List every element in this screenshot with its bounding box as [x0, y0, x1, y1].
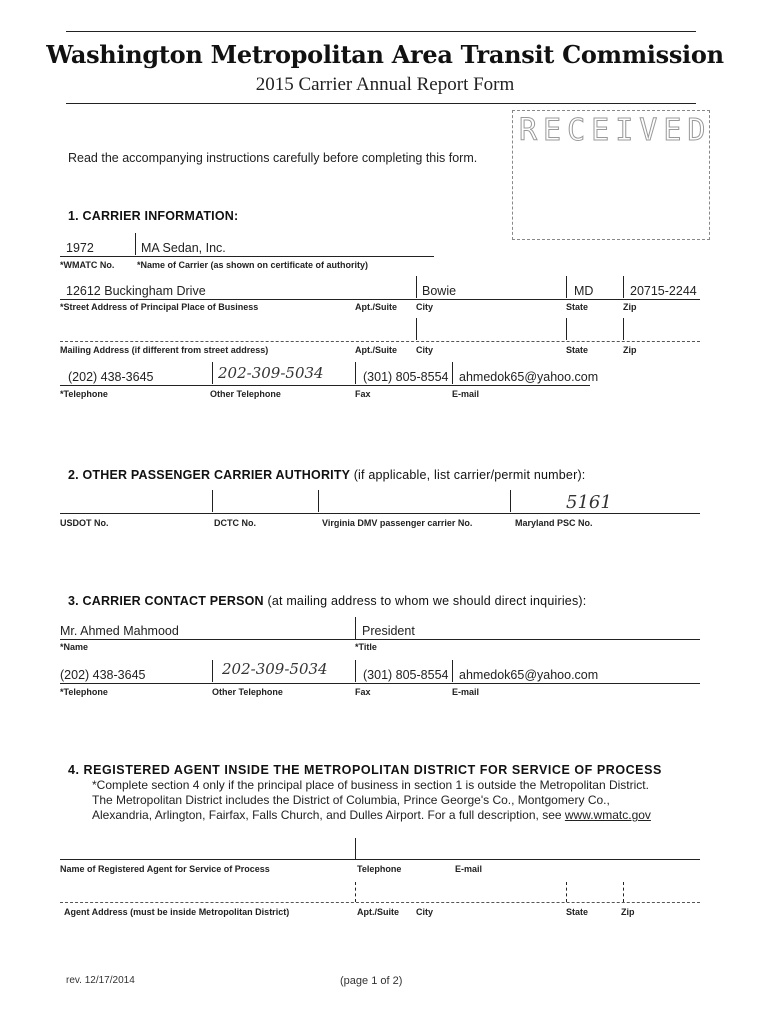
contact-fax-label: Fax [355, 687, 371, 697]
agent-name-label: Name of Registered Agent for Service of Process [60, 864, 270, 874]
contact-email-value[interactable]: ahmedok65@yahoo.com [459, 668, 599, 682]
page-title: Washington Metropolitan Area Transit Commission [46, 40, 724, 69]
section3-heading-text: 3. CARRIER CONTACT PERSON [68, 594, 264, 608]
agent-name-field[interactable] [60, 859, 700, 860]
apt-suite-label: Apt./Suite [355, 345, 397, 355]
field-divider [355, 362, 356, 384]
agent-city-label: City [416, 907, 434, 917]
field-divider [510, 490, 511, 512]
section3-heading [68, 594, 586, 608]
field-divider [355, 838, 356, 860]
telephone-label: *Telephone [60, 389, 108, 399]
contact-title-value[interactable]: President [362, 624, 415, 638]
section2-heading-text: 2. OTHER PASSENGER CARRIER AUTHORITY [68, 468, 350, 482]
other-telephone-label: Other Telephone [210, 389, 281, 399]
agent-address-label: Agent Address (must be inside Metropolitan District) [64, 907, 290, 917]
received-stamp-text: RECEIVED [519, 113, 712, 148]
section1-heading: 1. CARRIER INFORMATION: [68, 209, 239, 223]
mailing-address-label: Mailing Address (if different from street address) [60, 345, 269, 355]
field-divider [566, 318, 567, 340]
field-divider [416, 276, 417, 298]
contact-email-label: E-mail [452, 687, 480, 697]
field-divider [452, 362, 453, 384]
revision-date: rev. 12/17/2014 [66, 975, 135, 986]
zip-value[interactable]: 20715-2244 [630, 284, 697, 298]
field-divider [566, 276, 567, 298]
section4-note-line1: *Complete section 4 only if the principal place of business in section 1 is outside the Metropolitan District. [92, 778, 649, 792]
field-divider [355, 617, 356, 639]
field-divider [452, 660, 453, 682]
agent-state-label: State [566, 907, 589, 917]
instructions-text: Read the accompanying instructions carefully before completing this form. [68, 151, 478, 165]
state-label: State [566, 302, 589, 312]
state-value[interactable]: MD [574, 284, 594, 298]
row-rule [60, 639, 700, 640]
row-rule [60, 256, 434, 257]
wmatc-number-label: *WMATC No. [60, 260, 115, 270]
contact-name-label: *Name [60, 642, 89, 652]
mailing-address-field[interactable] [60, 341, 700, 342]
usdot-label: USDOT No. [60, 518, 109, 528]
other-telephone-handwritten[interactable]: 202-309-5034 [218, 364, 324, 382]
carrier-name-value[interactable]: MA Sedan, Inc. [141, 241, 226, 255]
maryland-psc-label: Maryland PSC No. [515, 518, 593, 528]
zip-label: Zip [623, 345, 637, 355]
street-address-label: *Street Address of Principal Place of Business [60, 302, 259, 312]
field-divider [566, 882, 567, 902]
page-subtitle: 2015 Carrier Annual Report Form [255, 74, 515, 95]
city-label: City [416, 302, 434, 312]
top-rule [66, 31, 696, 32]
email-value[interactable]: ahmedok65@yahoo.com [459, 370, 599, 384]
section2-heading [68, 468, 585, 482]
fax-label: Fax [355, 389, 371, 399]
contact-name-value[interactable]: Mr. Ahmed Mahmood [60, 624, 179, 638]
fax-value[interactable]: (301) 805-8554 [363, 370, 449, 384]
carrier-name-label: *Name of Carrier (as shown on certificate of authority) [137, 260, 369, 270]
agent-apt-suite-label: Apt./Suite [357, 907, 399, 917]
agent-zip-label: Zip [621, 907, 635, 917]
contact-other-telephone-handwritten[interactable]: 202-309-5034 [222, 660, 328, 678]
agent-email-label: E-mail [455, 864, 483, 874]
city-label: City [416, 345, 434, 355]
contact-other-telephone-label: Other Telephone [212, 687, 283, 697]
field-divider [416, 318, 417, 340]
contact-telephone-label: *Telephone [60, 687, 108, 697]
received-stamp [512, 110, 710, 240]
field-divider [318, 490, 319, 512]
field-divider [212, 490, 213, 512]
contact-fax-value[interactable]: (301) 805-8554 [363, 668, 449, 682]
virginia-dmv-label: Virginia DMV passenger carrier No. [322, 518, 473, 528]
section2-heading-note: (if applicable, list carrier/permit number): [353, 468, 586, 482]
section4-heading: 4. REGISTERED AGENT INSIDE THE METROPOLITAN DISTRICT FOR SERVICE OF PROCESS [68, 763, 662, 777]
state-label: State [566, 345, 589, 355]
agent-address-field[interactable] [60, 902, 700, 903]
field-divider [212, 660, 213, 682]
email-label: E-mail [452, 389, 480, 399]
row-rule [60, 385, 590, 386]
zip-label: Zip [623, 302, 637, 312]
field-divider [623, 276, 624, 298]
maryland-psc-handwritten[interactable]: 5161 [566, 492, 612, 513]
city-value[interactable]: Bowie [422, 284, 457, 298]
field-divider [212, 362, 213, 384]
section4-note-line3-text: Alexandria, Arlington, Fairfax, Falls Church, and Dulles Airport. For a full description, see [92, 808, 562, 822]
field-divider [623, 882, 624, 902]
street-address-value[interactable]: 12612 Buckingham Drive [66, 284, 206, 298]
section4-note-line3 [92, 808, 698, 823]
apt-suite-label: Apt./Suite [355, 302, 397, 312]
contact-title-label: *Title [355, 642, 377, 652]
row-rule [60, 513, 700, 514]
field-divider [355, 660, 356, 682]
header-rule [66, 103, 696, 104]
page-number: (page 1 of 2) [340, 975, 403, 987]
row-rule [60, 299, 700, 300]
section4-note-line2: The Metropolitan District includes the District of Columbia, Prince George's Co., Montgomery Co., [92, 793, 610, 807]
agent-telephone-label: Telephone [357, 864, 402, 874]
row-rule [60, 683, 700, 684]
section3-heading-note: (at mailing address to whom we should direct inquiries): [267, 594, 587, 608]
wmatc-number-value[interactable]: 1972 [66, 241, 94, 255]
field-divider [355, 882, 356, 902]
telephone-value[interactable]: (202) 438-3645 [68, 370, 154, 384]
field-divider [623, 318, 624, 340]
contact-telephone-value[interactable]: (202) 438-3645 [60, 668, 146, 682]
section4-note [92, 778, 698, 823]
field-divider [135, 233, 136, 255]
wmatc-website-link[interactable]: www.wmatc.gov [564, 808, 651, 822]
dctc-label: DCTC No. [214, 518, 256, 528]
